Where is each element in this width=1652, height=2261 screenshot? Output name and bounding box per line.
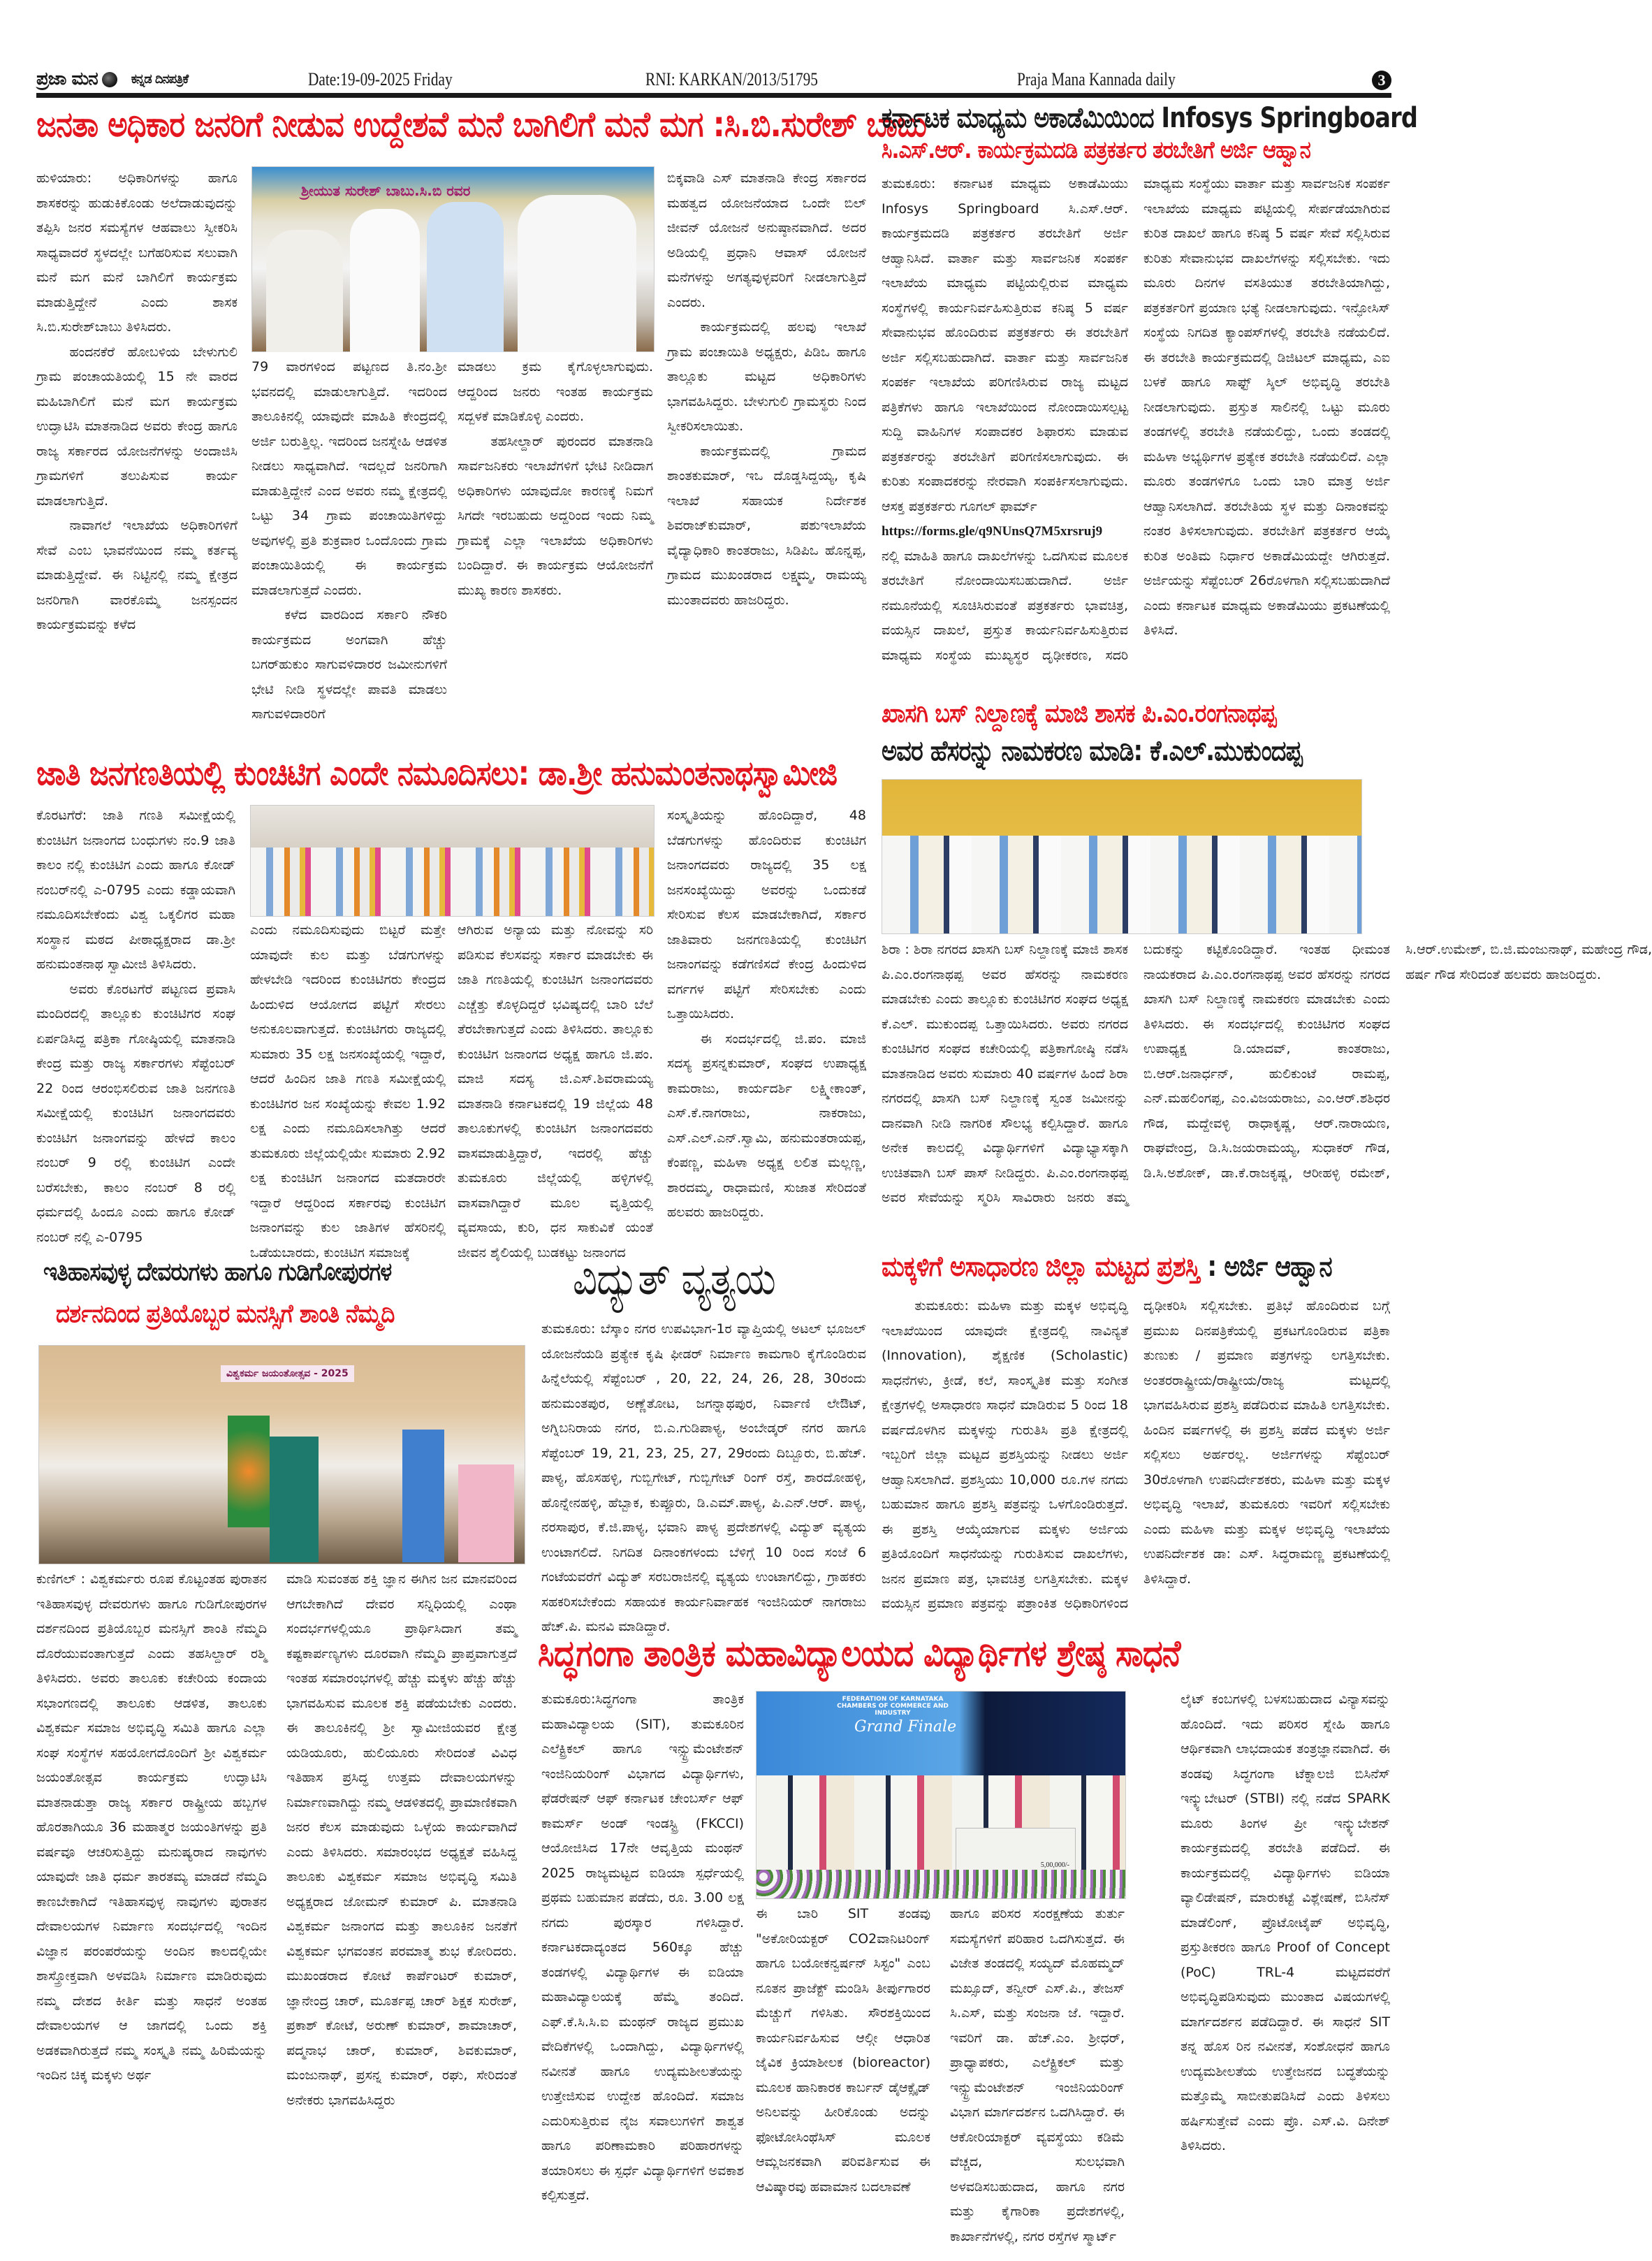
photo-fkcci-award bbox=[756, 1691, 1126, 1899]
suresh-babu-col4 bbox=[667, 166, 866, 746]
newspaper-logo bbox=[36, 68, 188, 90]
photo-banner-text: ಶ್ರೀಯುತ ಸುರೇಶ್ ಬಾಬು.ಸಿ.ಬಿ ರವರ bbox=[301, 182, 471, 199]
article-paragraph: ಈ ಬಾರಿ SIT ತಂಡವು "ಅಕೋರಿಯಕ್ಟರ್‌ CO2ವಾನಿಟರಿಂಗ್ ಹಾಗೂ ಬಯೋಕನ್ವರ್ಷನ್ ಸಿಸ್ಟಂ" ಎಂಬ ನೂತನ ಪ್ರಾಜೆಕ್ಟ್ ಮಂಡಿಸಿ ತೀರ್ಪುಗಾರರ ಮೆಚ್ಚುಗೆ ಗಳಿಸಿತು. ಸೌರಶಕ್ತಿಯಿಂದ ಕಾರ್ಯನಿರ್ವಹಿಸುವ ಆಲ್ಗೀ ಆಧಾರಿತ ಜೈವಿಕ ಕ್ರಿಯಾಶೀಲಕ (bioreactor) ಮೂಲಕ ಹಾನಿಕಾರಕ ಕಾರ್ಬನ್ ಡೈಆಕ್ಸೈಡ್ ಅನಿಲವನ್ನು ಹೀರಿಕೊಂಡು ಅದನ್ನು ಫೋಟೋಸಿಂಥೆಸಿಸ್ ಮೂಲಕ ಆಮ್ಲಜನಕವಾಗಿ ಪರಿವರ್ತಿಸುವ ಈ ಆವಿಷ್ಕಾರವು ಹವಾಮಾನ ಬದಲಾವಣೆ bbox=[756, 1906, 930, 2195]
article-paragraph: ಕಳೆದ ವಾರದಿಂದ ಸರ್ಕಾರಿ ನೌಕರಿ ಕಾರ್ಯಕ್ರಮದ ಅಂಗವಾಗಿ ಹೆಚ್ಚು ಬಗರ್‌ಹುಕುಂ ಸಾಗುವಳಿದಾರರ ಜಮೀನುಗಳಿಗೆ ಭೇಟಿ ನೀಡಿ ಸ್ಥಳದಲ್ಲೇ ಪಾವತಿ ಮಾಡಲು ಸಾಗುವಳಿದಾರರಿಗೆ bbox=[251, 607, 447, 722]
article-paragraph: ತಹಸೀಲ್ದಾರ್ ಪುರಂದರ ಮಾತನಾಡಿ ಸಾರ್ವಜನಿಕರು ಇಲಾಖೆಗಳಿಗೆ ಭೇಟಿ ನೀಡಿದಾಗ ಅಧಿಕಾರಿಗಳು ಯಾವುದೋ ಕಾರಣಕ್ಕೆ ನಿಮಗೆ ಸಿಗದೇ ಇರಬಹುದು ಅದ್ದರಿಂದ ಇಂದು ನಿಮ್ಮ ಗ್ರಾಮಕ್ಕೆ ಎಲ್ಲಾ ಇಲಾಖೆಯ ಅಧಿಕಾರಿಗಳು ಬಂದಿದ್ದಾರೆ. ಈ ಕಾರ್ಯಕ್ರಮ ಆಯೋಜನೆಗೆ ಮುಖ್ಯ ಕಾರಣ ಶಾಸಕರು. bbox=[458, 433, 653, 598]
article-paragraph: ಕುಣಿಗಲ್ : ವಿಶ್ವಕರ್ಮರು ರೂಪ ಕೊಟ್ಟಂತಹ ಪುರಾತನ ಇತಿಹಾಸವುಳ್ಳ ದೇವರುಗಳು ಹಾಗೂ ಗುಡಿಗೋಪುರಗಳ ದರ್ಶನದಿಂದ ಪ್ರತಿಯೊಬ್ಬರ ಮನಸ್ಸಿಗೆ ಶಾಂತಿ ನೆಮ್ಮದಿ ದೊರೆಯುವಂತಾಗುತ್ತದೆ ಎಂದು ತಹಸಿಲ್ದಾರ್ ರಶ್ಮಿ ತಿಳಿಸಿದರು. ಅವರು ತಾಲೂಕು ಕಚೇರಿಯ ಕಂದಾಯ ಸಭಾಂಗಣದಲ್ಲಿ ತಾಲೂಕು ಆಡಳಿತ, ತಾಲೂಕು ವಿಶ್ವಕರ್ಮ ಸಮಾಜ ಅಭಿವೃದ್ಧಿ ಸಮಿತಿ ಹಾಗೂ ಎಲ್ಲಾ ಸಂಘ ಸಂಸ್ಥೆಗಳ ಸಹಯೋಗದೊಂದಿಗೆ ಶ್ರೀ ವಿಶ್ವಕರ್ಮ ಜಯಂತೋತ್ಸವ ಕಾರ್ಯಕ್ರಮ ಉದ್ಘಾಟಿಸಿ ಮಾತನಾಡುತ್ತಾ ರಾಜ್ಯ ಸರ್ಕಾರ ರಾಷ್ಟ್ರೀಯ ಹಬ್ಬಗಳ ಹೊರತಾಗಿಯೂ 36 ಮಹಾತ್ಮರ ಜಯಂತಿಗಳನ್ನು ಪ್ರತಿ ವರ್ಷವೂ ಆಚರಿಸುತ್ತಿದ್ದು ಮನುಷ್ಯರಾದ ನಾವುಗಳು ಯಾವುದೇ ಜಾತಿ ಧರ್ಮ ತಾರತಮ್ಯ ಮಾಡದೆ ನೆಮ್ಮದಿ ಕಾಣಬೇಕಾಗಿದೆ ಇತಿಹಾಸವುಳ್ಳ ನಾವುಗಳು ಪುರಾತನ ದೇವಾಲಯಗಳ ನಿರ್ಮಾಣ ಸಂದರ್ಭದಲ್ಲಿ ಇಂದಿನ ವಿಜ್ಞಾನ ಪರಂಪರೆಯನ್ನು ಅಂದಿನ ಕಾಲದಲ್ಲಿಯೇ ಶಾಸ್ತ್ರೋಕ್ತವಾಗಿ ಅಳವಡಿಸಿ ನಿರ್ಮಾಣ ಮಾಡಿರುವುದು ನಮ್ಮ ದೇಶದ ಕೀರ್ತಿ ಮತ್ತು ಸಾಧನೆ ಅಂತಹ ದೇವಾಲಯಗಳ ಆ ಜಾಗದಲ್ಲಿ ಒಂದು ಶಕ್ತಿ ಅಡಕವಾಗಿರುತ್ತದೆ ನಮ್ಮ ಸಂಸ್ಕೃತಿ ನಮ್ಮ ಹಿರಿಮೆಯನ್ನು ಇಂದಿನ ಚಿಕ್ಕ ಮಕ್ಕಳು ಅರ್ಥ bbox=[36, 1571, 267, 2083]
article-paragraph: ತುಮಕೂರು:ಸಿದ್ಧಗಂಗಾ ತಾಂತ್ರಿಕ ಮಹಾವಿದ್ಯಾಲಯ (SIT), ತುಮಕೂರಿನ ಎಲೆಕ್ಟ್ರಿಕಲ್ ಹಾಗೂ ಇನ್ಸ್ಟ್ರುಮೆಂಟೇಶನ್ ಇಂಜಿನಿಯರಿಂಗ್ ವಿಭಾಗದ ವಿದ್ಯಾರ್ಥಿಗಳು, ಫೆಡರೇಷನ್ ಆಫ್ ಕರ್ನಾಟಕ ಚೇಂಬರ್ಸ್ ಆಫ್ ಕಾಮರ್ಸ್ ಅಂಡ್ ಇಂಡಸ್ಟ್ರಿ (FKCCI) ಆಯೋಜಿಸಿದ 17ನೇ ಆವೃತ್ತಿಯ ಮಂಥನ್ 2025 ರಾಜ್ಯಮಟ್ಟದ ಐಡಿಯಾ ಸ್ಪರ್ಧೆಯಲ್ಲಿ ಪ್ರಥಮ ಬಹುಮಾನ ಪಡೆದು, ರೂ. 3.00 ಲಕ್ಷ ನಗದು ಪುರಸ್ಕಾರ ಗಳಿಸಿದ್ದಾರೆ. ಕರ್ನಾಟಕದಾದ್ಯಂತದ 560ಕ್ಕೂ ಹೆಚ್ಚು ತಂಡಗಳಲ್ಲಿ ವಿದ್ಯಾರ್ಥಿಗಳ ಈ ಐಡಿಯಾ ಮಹಾವಿದ್ಯಾಲಯಕ್ಕೆ ಹೆಮ್ಮೆ ತಂದಿದೆ. ಎಫ್.ಕೆ.ಸಿ.ಸಿ.ಐ ಮಂಥನ್ ರಾಜ್ಯದ ಪ್ರಮುಖ ವೇದಿಕೆಗಳಲ್ಲಿ ಒಂದಾಗಿದ್ದು, ವಿದ್ಯಾರ್ಥಿಗಳಲ್ಲಿ ನವೀನತೆ ಹಾಗೂ ಉದ್ಯಮಶೀಲತೆಯನ್ನು ಉತ್ತೇಜಿಸುವ ಉದ್ದೇಶ ಹೊಂದಿದೆ. ಸಮಾಜ ಎದುರಿಸುತ್ತಿರುವ ನೈಜ ಸವಾಲುಗಳಿಗೆ ಶಾಶ್ವತ ಹಾಗೂ ಪರಿಣಾಮಕಾರಿ ಪರಿಹಾರಗಳನ್ನು ತಯಾರಿಸಲು ಈ ಸ್ಪರ್ಧೆ ವಿದ್ಯಾರ್ಥಿಗಳಿಗೆ ಅವಕಾಶ ಕಲ್ಪಿಸುತ್ತದೆ. bbox=[541, 1692, 744, 2203]
headline-bus-stand-2: ಅವರ ಹೆಸರನ್ನು ನಾಮಕರಣ ಮಾಡಿ: ಕೆ.ಎಲ್.ಮುಕುಂದಪ್ಪ bbox=[882, 735, 1302, 767]
emblem-icon bbox=[102, 72, 117, 87]
article-paragraph: ಅವರು ಕೊರಟಗೆರೆ ಪಟ್ಟಣದ ಪ್ರವಾಸಿ ಮಂದಿರದಲ್ಲಿ ತಾಲ್ಲೂಕು ಕುಂಚಿಟಿಗರ ಸಂಘ ಏರ್ಪಡಿಸಿದ್ದ ಪತ್ರಿಕಾ ಗೋಷ್ಠಿಯಲ್ಲಿ ಮಾತನಾಡಿ ಕೇಂದ್ರ ಮತ್ತು ರಾಜ್ಯ ಸರ್ಕಾರಗಳು ಸೆಪ್ಟೆಂಬರ್ 22 ರಿಂದ ಆರಂಭಿಸಲಿರುವ ಜಾತಿ ಜನಗಣತಿ ಸಮೀಕ್ಷೆಯಲ್ಲಿ ಕುಂಚಿಟಿಗ ಜನಾಂಗದವರು ಕುಂಚಿಟಿಗ ಜನಾಂಗವನ್ನು ಹೇಳದೆ ಕಾಲಂ ನಂಬರ್ 9 ರಲ್ಲಿ ಕುಂಚಿಟಿಗ ಎಂದೇ ಬರೆಸಬೇಕು, ಕಾಲಂ ನಂಬರ್ 8 ರಲ್ಲಿ ಧರ್ಮದಲ್ಲಿ ಹಿಂದೂ ಎಂದು ಹಾಗೂ ಕೋಡ್ ನಂಬರ್ ನಲ್ಲಿ ಎ-0795 bbox=[36, 981, 235, 1245]
photo-vishwakarma-jayanti bbox=[38, 1345, 525, 1564]
headline-temples-2: ದರ್ಶನದಿಂದ ಪ್ರತಿಯೊಬ್ಬರ ಮನಸ್ಸಿಗೆ ಶಾಂತಿ ನೆಮ್ಮದಿ bbox=[56, 1300, 395, 1328]
cheque-amount: 5,00,000/- bbox=[1040, 1861, 1069, 1869]
suresh-babu-col3 bbox=[458, 355, 653, 746]
suresh-babu-col1 bbox=[36, 166, 237, 746]
headline-kunchitiga: ಜಾತಿ ಜನಗಣತಿಯಲ್ಲಿ ಕುಂಚಿಟಿಗ ಎಂದೇ ನಮೂದಿಸಲು: ಡಾ.ಶ್ರೀ ಹನುಮಂತನಾಥಸ್ವಾಮೀಜಿ bbox=[36, 754, 838, 793]
photo-lamp-lighting bbox=[251, 166, 655, 352]
headline-award-red: ಮಕ್ಕಳಿಗೆ ಅಸಾಧಾರಣ ಜಿಲ್ಲಾ ಮಟ್ಟದ ಪ್ರಶಸ್ತಿ bbox=[882, 1251, 1200, 1283]
article-paragraph: ಆಗಿರುವ ಅನ್ಯಾಯ ಮತ್ತು ನೋವನ್ನು ಸರಿ ಪಡಿಸುವ ಕೆಲಸವನ್ನು ಸರ್ಕಾರ ಮಾಡಬೇಕು ಈ ಜಾತಿ ಗಣತಿಯಲ್ಲಿ ಕುಂಚಿಟಿಗ ಜನಾಂಗದವರು ಎಚ್ಚೆತ್ತು ಕೊಳ್ಳದಿದ್ದರೆ ಭವಿಷ್ಯದಲ್ಲಿ ಬಾರಿ ಬೆಲೆ ತೆರಬೇಕಾಗುತ್ತದೆ ಎಂದು ತಿಳಿಸಿದರು. ತಾಲ್ಲೂಕು ಕುಂಚಿಟಿಗ ಜನಾಂಗದ ಅಧ್ಯಕ್ಷ ಹಾಗೂ ಜಿ.ಪಂ. ಮಾಜಿ ಸದಸ್ಯ ಜಿ.ಎಸ್.ಶಿವರಾಮಯ್ಯ ಮಾತನಾಡಿ ಕರ್ನಾಟಕದಲ್ಲಿ 19 ಜಿಲ್ಲೆಯ 48 ತಾಲೂಕುಗಳಲ್ಲಿ ಕುಂಚಿಟಿಗ ಜನಾಂಗದವರು ವಾಸಮಾಡುತ್ತಿದ್ದಾರೆ, ಇದರಲ್ಲಿ ಹೆಚ್ಚು ತುಮಕೂರು ಜಿಲ್ಲೆಯಲ್ಲಿ ಹಳ್ಳಿಗಳಲ್ಲಿ ವಾಸವಾಗಿದ್ದಾರೆ ಮೂಲ ವೃತ್ತಿಯಲ್ಲಿ ವ್ಯವಸಾಯ, ಕುರಿ, ಧನ ಸಾಕುವಿಕೆ ಯಂತೆ ಜೀವನ ಶೈಲಿಯಲ್ಲಿ ಬುಡಕಟ್ಟು ಜನಾಂಗದ bbox=[458, 922, 653, 1260]
kunchitiga-col2 bbox=[250, 918, 446, 1260]
issue-date: Date:19-09-2025 Friday bbox=[307, 69, 453, 89]
headline-bus-stand-1: ಖಾಸಗಿ ಬಸ್ ನಿಲ್ದಾಣಕ್ಕೆ ಮಾಜಿ ಶಾಸಕ ಪಿ.ಎಂ.ರಂಗನಾಥಪ್ಪ bbox=[882, 698, 1276, 728]
article-paragraph: ಈ ಸಂದರ್ಭದಲ್ಲಿ ಜಿ.ಪಂ. ಮಾಜಿ ಸದಸ್ಯ ಪ್ರಸನ್ನಕುಮಾರ್, ಸಂಘದ ಉಪಾಧ್ಯಕ್ಷ ಕಾಮರಾಜು, ಕಾರ್ಯದರ್ಶಿ ಲಕ್ಷ್ಮೀಕಾಂತ್, ಎಸ್.ಕೆ.ನಾಗರಾಜು, ನಾಕರಾಜು, ಎಸ್.ಎಲ್.ಎನ್.ಸ್ವಾಮಿ, ಹನುಮಂತರಾಯಪ್ಪ, ಕೆಂಪಣ್ಣ, ಮಹಿಳಾ ಅಧ್ಯಕ್ಷ ಲಲಿತ ಮಲ್ಲಣ್ಣ, ಶಾರದಮ್ಮ, ರಾಧಾಮಣಿ, ಸುಜಾತ ಸೇರಿದಂತೆ ಹಲವರು ಹಾಜರಿದ್ದರು. bbox=[667, 1031, 866, 1220]
article-paragraph: ತುಮಕೂರು: ಕರ್ನಾಟಕ ಮಾಧ್ಯಮ ಅಕಾಡೆಮಿಯು Infosys Springboard ಸಿ.ಎಸ್.ಆರ್. ಕಾರ್ಯಕ್ರಮದಡಿ ಪತ್ರಕರ್ತರ ತರಬೇತಿಗೆ ಅರ್ಜಿ ಆಹ್ವಾನಿಸಿದೆ. ವಾರ್ತಾ ಮತ್ತು ಸಾರ್ವಜನಿಕ ಸಂಪರ್ಕ ಇಲಾಖೆಯ ಮಾಧ್ಯಮ ಪಟ್ಟಿಯಲ್ಲಿರುವ ಮಾಧ್ಯಮ ಸಂಸ್ಥೆಗಳಲ್ಲಿ ಕಾರ್ಯನಿರ್ವಹಿಸುತ್ತಿರುವ ಕನಿಷ್ಠ 5 ವರ್ಷ ಸೇವಾನುಭವ ಹೊಂದಿರುವ ಪತ್ರಕರ್ತರು ಈ ತರಬೇತಿಗೆ ಅರ್ಜಿ ಸಲ್ಲಿಸಬಹುದಾಗಿದೆ. ವಾರ್ತಾ ಮತ್ತು ಸಾರ್ವಜನಿಕ ಸಂಪರ್ಕ ಇಲಾಖೆಯ ಪರಿಗಣಿಸಿರುವ ರಾಜ್ಯ ಮಟ್ಟದ ಪತ್ರಿಕೆಗಳು ಹಾಗೂ ಇಲಾಖೆಯಿಂದ ನೋಂದಾಯಿಸಲ್ಪಟ್ಟ ಸುದ್ದಿ ವಾಹಿನಿಗಳ ಸಂಪಾದಕರ ಶಿಫಾರಸು ಮಾಡುವ ಪತ್ರಕರ್ತರನ್ನು ತರಬೇತಿಗೆ ಪರಿಗಣಿಸಲಾಗುವುದು. ಈ ಕುರಿತು ಸಂಪಾದಕರನ್ನು ನೇರವಾಗಿ ಸಂಪರ್ಕಿಸಲಾಗುವುದು. ಆಸಕ್ತ ಪತ್ರಕರ್ತರು ಗೂಗಲ್ ಫಾರ್ಮ್ bbox=[882, 176, 1128, 514]
headline-temples-1: ಇತಿಹಾಸವುಳ್ಳ ದೇವರುಗಳು ಹಾಗೂ ಗುಡಿಗೋಪುರಗಳ bbox=[43, 1258, 392, 1286]
headline-award bbox=[882, 1251, 1332, 1283]
article-paragraph: ಕಾರ್ಯಕ್ರಮದಲ್ಲಿ ಗ್ರಾಮದ ಶಾಂತಕುಮಾರ್, ಇಒ ದೊಡ್ಡಸಿದ್ದಯ್ಯ, ಕೃಷಿ ಇಲಾಖೆ ಸಹಾಯಕ ನಿರ್ದೇಶಕ ಶಿವರಾಜ್‌ಕುಮಾರ್, ಪಶುಇಲಾಖೆಯ ವೈದ್ಯಾಧಿಕಾರಿ ಕಾಂತರಾಜು, ಸಿಡಿಪಿಒ ಹೊನ್ನಪ್ಪ, ಗ್ರಾಮದ ಮುಖಂಡರಾದ ಲಕ್ಷ್ಮಮ್ಮ, ರಾಮಯ್ಯ ಮುಂತಾದವರು ಹಾಜರಿದ್ದರು. bbox=[667, 443, 866, 608]
article-paragraph: ಲೈಟ್ ಕಂಬಗಳಲ್ಲಿ ಬಳಸಬಹುದಾದ ವಿನ್ಯಾಸವನ್ನು ಹೊಂದಿದೆ. ಇದು ಪರಿಸರ ಸ್ನೇಹಿ ಹಾಗೂ ಆರ್ಥಿಕವಾಗಿ ಲಾಭದಾಯಕ ತಂತ್ರಜ್ಞಾನವಾಗಿದೆ. ಈ ತಂಡವು ಸಿದ್ಧಗಂಗಾ ಟೆಕ್ನಾಲಜಿ ಬಿಸಿನೆಸ್ ಇನ್ಕ್ಯುಬೇಟರ್ (STBI) ನಲ್ಲಿ ನಡೆದ SPARK ಮೂರು ತಿಂಗಳ ಪ್ರೀ ಇನ್ಕ್ಯುಬೇಶನ್ ಕಾರ್ಯಕ್ರಮದಲ್ಲಿ ತರಬೇತಿ ಪಡೆದಿದೆ. ಈ ಕಾರ್ಯಕ್ರಮದಲ್ಲಿ ವಿದ್ಯಾರ್ಥಿಗಳು ಐಡಿಯಾ ವ್ಯಾಲಿಡೇಷನ್, ಮಾರುಕಟ್ಟೆ ವಿಶ್ಲೇಷಣೆ, ಬಿಸಿನೆಸ್ ಮಾಡೆಲಿಂಗ್, ಪ್ರೊಟೋಟೈಪ್ ಅಭಿವೃದ್ಧಿ, ಪ್ರಸ್ತುತೀಕರಣ ಹಾಗೂ Proof of Concept (PoC) TRL-4 ಮಟ್ಟದವರೆಗೆ ಅಭಿವೃದ್ಧಿಪಡಿಸುವುದು ಮುಂತಾದ ವಿಷಯಗಳಲ್ಲಿ ಮಾರ್ಗದರ್ಶನ ಪಡೆದಿದ್ದಾರೆ. ಈ ಸಾಧನೆ SIT ತನ್ನ ಹೊಸ ರಿನ ನವೀನತೆ, ಸಂಶೋಧನೆ ಹಾಗೂ ಉದ್ಯಮಶೀಲತೆಯ ಉತ್ತೇಜನದ ಬದ್ಧತೆಯನ್ನು ಮತ್ತೊಮ್ಮೆ ಸಾಬೀತುಪಡಿಸಿದೆ ಎಂದು ತಿಳಿಸಲು ಹರ್ಷಿಸುತ್ತೇವೆ ಎಂದು ಪ್ರೊ. ಎಸ್.ವಿ. ದಿನೇಶ್ ತಿಳಿಸಿದರು. bbox=[1180, 1692, 1390, 2153]
suresh-babu-col2 bbox=[251, 355, 447, 746]
article-paragraph: ಶಿರಾ : ಶಿರಾ ನಗರದ ಖಾಸಗಿ ಬಸ್ ನಿಲ್ದಾಣಕ್ಕೆ ಮಾಜಿ ಶಾಸಕ ಪಿ.ಎಂ.ರಂಗನಾಥಪ್ಪ ಅವರ ಹೆಸರನ್ನು ನಾಮಕರಣ ಮಾಡಬೇಕು ಎಂದು ತಾಲ್ಲೂಕು ಕುಂಚಿಟಿಗರ ಸಂಘದ ಅಧ್ಯಕ್ಷ ಕೆ.ಎಲ್. ಮುಕುಂದಪ್ಪ ಒತ್ತಾಯಿಸಿದರು. ಅವರು ನಗರದ ಕುಂಚಿಟಿಗರ ಸಂಘದ ಕಚೇರಿಯಲ್ಲಿ ಪತ್ರಿಕಾಗೋಷ್ಠಿ ನಡೆಸಿ ಮಾತನಾಡಿದ ಅವರು ಸುಮಾರು 40 ವರ್ಷಗಳ ಹಿಂದೆ ಶಿರಾ ನಗರದಲ್ಲಿ ಖಾಸಗಿ ಬಸ್ ನಿಲ್ದಾಣಕ್ಕೆ ಸ್ವಂತ ಜಮೀನನ್ನು ದಾನವಾಗಿ ನೀಡಿ ನಾಗರಿಕ ಸೌಲಭ್ಯ ಕಲ್ಪಿಸಿದ್ದಾರೆ. ಹಾಗೂ ಅನೇಕ ಕಾಲದಲ್ಲಿ ವಿದ್ಯಾರ್ಥಿಗಳಿಗೆ ವಿದ್ಯಾಭ್ಯಾಸಕ್ಕಾಗಿ ಉಚಿತವಾಗಿ ಬಸ್ ಪಾಸ್ ನೀಡಿದ್ದರು. ಪಿ.ಎಂ.ರಂಗನಾಥಪ್ಪ ಅವರ ಸೇವೆಯನ್ನು ಸ್ಮರಿಸಿ ಸಾವಿರಾರು ಜನರು ತಮ್ಮ ಬದುಕನ್ನು ಕಟ್ಟಿಕೊಂಡಿದ್ದಾರೆ. ಇಂತಹ ಧೀಮಂತ ನಾಯಕರಾದ ಪಿ.ಎಂ.ರಂಗನಾಥಪ್ಪ ಅವರ ಹೆಸರನ್ನು ನಗರದ ಖಾಸಗಿ ಬಸ್ ನಿಲ್ದಾಣಕ್ಕೆ ನಾಮಕರಣ ಮಾಡಬೇಕು ಎಂದು ತಿಳಿಸಿದರು. ಈ ಸಂದರ್ಭದಲ್ಲಿ ಕುಂಚಿಟಿಗರ ಸಂಘದ ಉಪಾಧ್ಯಕ್ಷ ಡಿ.ಯಾದವ್, ಕಾಂತರಾಜು, ಬಿ.ಆರ್.ಜನಾರ್ಧನ್, ಹುಲಿಕುಂಟೆ ರಾಮಪ್ಪ, ಎನ್.ಮಹಲಿಂಗಪ್ಪ, ಎಂ.ವಿಜಯರಾಜು, ಎಂ.ಆರ್.ಶಶಿಧರ ಗೌಡ, ಮದ್ದೇವಳ್ಳಿ ರಾಧಾಕೃಷ್ಣ, ಆರ್.ನಾರಾಯಣ, ರಾಘವೇಂದ್ರ, ಡಿ.ಸಿ.ಜಯರಾಮಯ್ಯ, ಸುಧಾಕರ್ ಗೌಡ, ಡಿ.ಸಿ.ಅಶೋಕ್, ಡಾ.ಕೆ.ರಾಜಕೃಷ್ಣ, ಆರೀಹಳ್ಳಿ ರಮೇಶ್, ಸಿ.ಆರ್.ಉಮೇಶ್, ಬಿ.ಜಿ.ಮಂಜುನಾಥ್, ಮಹೇಂದ್ರ ಗೌಡ, ಹರ್ಷ ಗೌಡ ಸೇರಿದಂತೆ ಹಲವರು ಹಾಜರಿದ್ದರು. bbox=[882, 942, 1652, 1205]
article-paragraph: ಹಂದನಕೆರೆ ಹೋಬಳಿಯ ಬೇಳುಗುಲಿ ಗ್ರಾಮ ಪಂಚಾಯತಿಯಲ್ಲಿ 15 ನೇ ವಾರದ ಮಹಿಬಾಗಿಲಿಗೆ ಮನೆ ಮಗ ಕಾರ್ಯಕ್ರಮ ಉದ್ಘಾಟಿಸಿ ಮಾತನಾಡಿದ ಅವರು ಕೇಂದ್ರ ಹಾಗೂ ರಾಜ್ಯ ಸರ್ಕಾರದ ಯೋಜನೆಗಳನ್ನು ಅಂದಾಜಿಸಿ ಗ್ರಾಮಗಳಿಗೆ ತಲುಪಿಸುವ ಕಾರ್ಯ ಮಾಡಲಾಗುತ್ತಿದೆ. bbox=[36, 344, 237, 509]
article-paragraph: ಬಿಕ್ಕವಾಡಿ ಎಸ್ ಮಾತನಾಡಿ ಕೇಂದ್ರ ಸರ್ಕಾರದ ಮಹತ್ವದ ಯೋಜನೆಯಾದ ಒಂದೇ ಬಿಲ್ ಜೀವನ್ ಯೋಜನೆ ಅನುಷ್ಠಾನವಾಗಿದೆ. ಅದರ ಅಡಿಯಲ್ಲಿ ಪ್ರಧಾನಿ ಆವಾಸ್ ಯೋಜನೆ ಮನೆಗಳನ್ನು ಅಗತ್ಯವುಳ್ಳವರಿಗೆ ನೀಡಲಾಗುತ್ತಿದೆ ಎಂದರು. bbox=[667, 170, 866, 310]
article-paragraph: ಮಾಡಿ ಸುವಂತಹ ಶಕ್ತಿ ಜ್ಞಾನ ಈಗಿನ ಜನ ಮಾನವರಿಂದ ಆಗಬೇಕಾಗಿದೆ ದೇವರ ಸನ್ನಿಧಿಯಲ್ಲಿ ಎಂಥಾ ಸಂದರ್ಭಗಳಲ್ಲಿಯೂ ಪ್ರಾರ್ಥಿಸಿದಾಗ ತಮ್ಮ ಕಷ್ಟಕಾರ್ಪಣ್ಯಗಳು ದೂರವಾಗಿ ನೆಮ್ಮದಿ ಪ್ರಾಪ್ತವಾಗುತ್ತದೆ ಇಂತಹ ಸಮಾರಂಭಗಳಲ್ಲಿ ಹೆಚ್ಚು ಮಕ್ಕಳು ಹೆಚ್ಚು ಹೆಚ್ಚು ಭಾಗವಹಿಸುವ ಮೂಲಕ ಶಕ್ತಿ ಪಡೆಯಬೇಕು ಎಂದರು. ಈ ತಾಲೂಕಿನಲ್ಲಿ ಶ್ರೀ ಸ್ವಾಮೀಜಿಯವರ ಕ್ಷೇತ್ರ ಯಡಿಯೂರು, ಹುಲಿಯೂರು ಸೇರಿದಂತೆ ವಿವಿಧ ಇತಿಹಾಸ ಪ್ರಸಿದ್ಧ ಉತ್ತಮ ದೇವಾಲಯಗಳನ್ನು ನಿರ್ಮಾಣವಾಗಿದ್ದು ನಮ್ಮ ಆಡಳಿತದಲ್ಲಿ ಪ್ರಾಮಾಣಿಕವಾಗಿ ಜನರ ಕೆಲಸ ಮಾಡುವುದು ಒಳ್ಳೆಯ ಕಾರ್ಯವಾಗಿದೆ ಎಂದು ತಿಳಿಸಿದರು. ಸಮಾರಂಭದ ಅಧ್ಯಕ್ಷತೆ ವಹಿಸಿದ್ದ ತಾಲೂಕು ವಿಶ್ವಕರ್ಮ ಸಮಾಜ ಅಭಿವೃದ್ಧಿ ಸಮಿತಿ ಅಧ್ಯಕ್ಷರಾದ ಜೋಮನ್ ಕುಮಾರ್ ಪಿ. ಮಾತನಾಡಿ ವಿಶ್ವಕರ್ಮ ಜನಾಂಗದ ಮತ್ತು ತಾಲೂಕಿನ ಜನತೆಗೆ ವಿಶ್ವಕರ್ಮ ಭಗವಂತನ ಪರಮಾತ್ಮ ಶುಭ ಕೋರಿದರು. ಮುಖಂಡರಾದ ಕೋಟೆ ಕಾರ್ಪೆಂಟರ್ ಕುಮಾರ್, ಜ್ಞಾನೇಂದ್ರ ಚಾರ್, ಮೂರ್ತಪ್ಪ ಚಾರ್ ಶಿಕ್ಷಕ ಸುರೇಶ್, ಪ್ರಕಾಶ್ ಕೋಟೆ, ಅರುಣ್ ಕುಮಾರ್, ಶಾಮಾಚಾರ್, ಪದ್ಮನಾಭ ಚಾರ್, ಕುಮಾರ್, ಶಿವಕುಮಾರ್, ಮಂಜುನಾಥ್, ಪ್ರಸನ್ನ ಕುಮಾರ್, ರಘು, ಸೇರಿದಂತೆ ಅನೇಕರು ಭಾಗವಹಿಸಿದ್ದರು bbox=[286, 1571, 517, 2108]
rni-number: RNI: KARKAN/2013/51795 bbox=[645, 69, 818, 89]
headline-suresh-babu: ಜನತಾ ಅಧಿಕಾರ ಜನರಿಗೆ ನೀಡುವ ಉದ್ದೇಶವೆ ಮನೆ ಬಾಗಿಲಿಗೆ ಮನೆ ಮಗ :ಸಿ.ಬಿ.ಸುರೇಶ್ ಬಾಬು bbox=[36, 104, 926, 145]
article-paragraph: ಕಾರ್ಯಕ್ರಮದಲ್ಲಿ ಹಲವು ಇಲಾಖೆ ಗ್ರಾಮ ಪಂಚಾಯಿತಿ ಅಧ್ಯಕ್ಷರು, ಪಿಡಿಒ ಹಾಗೂ ತಾಲ್ಲೂಕು ಮಟ್ಟದ ಅಧಿಕಾರಿಗಳು ಭಾಗವಹಿಸಿದ್ದರು. ಬೇಳುಗುಲಿ ಗ್ರಾಮಸ್ಥರು ನಿಂದ ಸ್ವೀಕರಿಸಲಾಯಿತು. bbox=[667, 319, 866, 434]
headline-siddaganga: ಸಿದ್ಧಗಂಗಾ ತಾಂತ್ರಿಕ ಮಹಾವಿದ್ಯಾಲಯದ ವಿದ್ಯಾರ್ಥಿಗಳ ಶ್ರೇಷ್ಠ ಸಾಧನೆ bbox=[538, 1633, 1180, 1675]
article-paragraph: ಕೊರಟಗೆರೆ: ಜಾತಿ ಗಣತಿ ಸಮೀಕ್ಷೆಯಲ್ಲಿ ಕುಂಚಿಟಿಗ ಜನಾಂಗದ ಬಂಧುಗಳು ನಂ.9 ಜಾತಿ ಕಾಲಂ ನಲ್ಲಿ ಕುಂಚಿಟಿಗ ಎಂದು ಹಾಗೂ ಕೋಡ್ ನಂಬರ್‌ನಲ್ಲಿ ಎ-0795 ಎಂದು ಕಡ್ಡಾಯವಾಗಿ ನಮೂದಿಸಬೇಕೆಂದು ವಿಶ್ವ ಒಕ್ಕಲಿಗರ ಮಹಾ ಸಂಸ್ಥಾನ ಮಠದ ಪೀಠಾಧ್ಯಕ್ಷರಾದ ಡಾ.ಶ್ರೀ ಹನುಮಂತನಾಥ ಸ್ವಾಮೀಜಿ ತಿಳಿಸಿದರು. bbox=[36, 808, 235, 972]
electricity-body bbox=[541, 1317, 866, 1634]
temples-col1 bbox=[36, 1567, 267, 2190]
masthead bbox=[36, 70, 1391, 98]
headline-electricity: ವಿದ್ಯುತ್ ವ್ಯತ್ಯಯ bbox=[573, 1253, 775, 1305]
article-paragraph: ಎಂದು ನಮೂದಿಸುವುದು ಬಿಟ್ಟರೆ ಮತ್ತೇ ಯಾವುದೇ ಕುಲ ಮತ್ತು ಬೆಡಗುಗಳನ್ನು ಹೇಳಬೇಡಿ ಇದರಿಂದ ಕುಂಚಿಟಿಗರು ಕೇಂದ್ರದ ಹಿಂದುಳಿದ ಆಯೋಗದ ಪಟ್ಟಿಗೆ ಸೇರಲು ಅನುಕೂಲವಾಗುತ್ತದೆ. ಕುಂಚಿಟಿಗರು ರಾಜ್ಯದಲ್ಲಿ ಸುಮಾರು 35 ಲಕ್ಷ ಜನಸಂಖ್ಯೆಯಲ್ಲಿ ಇದ್ದಾರೆ, ಆದರೆ ಹಿಂದಿನ ಜಾತಿ ಗಣತಿ ಸಮೀಕ್ಷೆಯಲ್ಲಿ ಕುಂಚಿಟಿಗರ ಜನ ಸಂಖ್ಯೆಯನ್ನು ಕೇವಲ 1.92 ಲಕ್ಷ ಎಂದು ನಮೂದಿಸಲಾಗಿತ್ತು ಆದರೆ ತುಮಕೂರು ಜಿಲ್ಲೆಯಲ್ಲಿಯೇ ಸುಮಾರು 2.92 ಲಕ್ಷ ಕುಂಚಿಟಿಗ ಜನಾಂಗದ ಮತದಾರರೇ ಇದ್ದಾರೆ ಆದ್ದರಿಂದ ಸರ್ಕಾರವು ಕುಂಚಿಟಿಗ ಜನಾಂಗವನ್ನು ಕುಲ ಜಾತಿಗಳ ಹೆಸರಿನಲ್ಲಿ ಒಡೆಯಬಾರದು, ಕುಂಚಿಟಿಗ ಸಮಾಜಕ್ಕೆ bbox=[250, 922, 446, 1260]
article-paragraph: ತುಮಕೂರು: ಬೆಸ್ಕಾಂ ನಗರ ಉಪವಿಭಾಗ-1ರ ವ್ಯಾಪ್ತಿಯಲ್ಲಿ ಅಟಲ್ ಭೂಜಲ್ ಯೋಜನೆಯಡಿ ಪ್ರತ್ಯೇಕ ಕೃಷಿ ಫೀಡರ್ ನಿರ್ಮಾಣ ಕಾಮಗಾರಿ ಕೈಗೊಂಡಿರುವ ಹಿನ್ನೆಲೆಯಲ್ಲಿ ಸೆಪ್ಟೆಂಬರ್ , 20, 22, 24, 26, 28, 30ರಂದು ಹನುಮಂತಪುರ, ಅಣ್ಣೆತೋಟ, ಜಗನ್ನಾಥಪುರ, ನಿರ್ವಾಣಿ ಲೇಔಟ್, ಅಗ್ನಿಬನಿರಾಯ ನಗರ, ಬಿ.ಎ.ಗುಡಿಪಾಳ್ಯ, ಅಂಬೇಡ್ಕರ್ ನಗರ ಹಾಗೂ ಸೆಪ್ಟೆಂಬರ್ 19, 21, 23, 25, 27, 29ರಂದು ದಿಬ್ಬೂರು, ಬಿ.ಹೆಚ್. ಪಾಳ್ಯ, ಹೊಸಹಳ್ಳಿ, ಗುಬ್ಬಿಗೇಟ್, ಗುಬ್ಬಿಗೇಟ್ ರಿಂಗ್ ರಸ್ತೆ, ಶಾರದೋಹಳ್ಳಿ, ಹೊನ್ನೇನಹಳ್ಳಿ, ಹೆಬ್ಬಾಕ, ಕುಪ್ಪೂರು, ಡಿ.ಎಮ್.ಪಾಳ್ಯ, ಪಿ.ಎನ್.ಆರ್. ಪಾಳ್ಯ, ನರಸಾಪುರ, ಕೆ.ಜಿ.ಪಾಳ್ಯ, ಭವಾನಿ ಪಾಳ್ಯ ಪ್ರದೇಶಗಳಲ್ಲಿ ವಿದ್ಯುತ್ ವ್ಯತ್ಯಯ ಉಂಟಾಗಲಿದೆ. ನಿಗದಿತ ದಿನಾಂಕಗಳಂದು ಬೆಳಿಗ್ಗೆ 10 ರಿಂದ ಸಂಜೆ 6 ಗಂಟೆಯವರೆಗೆ ವಿದ್ಯುತ್ ಸರಬರಾಜಿನಲ್ಲಿ ವ್ಯತ್ಯಯ ಉಂಟಾಗಲಿದ್ದು, ಗ್ರಾಹಕರು ಸಹಕರಿಸಬೇಕೆಂದು ಸಹಾಯಕ ಕಾರ್ಯನಿರ್ವಾಹಕ ಇಂಜಿನಿಯರ್ ನಾಗರಾಜು ಹೆಚ್.ಪಿ. ಮನವಿ ಮಾಡಿದ್ದಾರೆ. bbox=[541, 1321, 866, 1634]
siddaganga-col4 bbox=[1180, 1687, 1390, 2190]
article-paragraph: ನಲ್ಲಿ ಮಾಹಿತಿ ಹಾಗೂ ದಾಖಲೆಗಳನ್ನು ಒದಗಿಸುವ ಮೂಲಕ ತರಬೇತಿಗೆ ನೋಂದಾಯಿಸಬಹುದಾಗಿದೆ. ಅರ್ಜಿ ನಮೂನೆಯಲ್ಲಿ ಸೂಚಿಸಿರುವಂತೆ ಪತ್ರಕರ್ತರು ಭಾವಚಿತ್ರ, ವಯಸ್ಸಿನ ದಾಖಲೆ, ಪ್ರಸ್ತುತ ಕಾರ್ಯನಿರ್ವಹಿಸುತ್ತಿರುವ ಮಾಧ್ಯಮ ಸಂಸ್ಥೆಯ ಮುಖ್ಯಸ್ಥರ ದೃಢೀಕರಣ, ಸದರಿ ಮಾಧ್ಯಮ ಸಂಸ್ಥೆಯು ವಾರ್ತಾ ಮತ್ತು ಸಾರ್ವಜನಿಕ ಸಂಪರ್ಕ ಇಲಾಖೆಯ ಮಾಧ್ಯಮ ಪಟ್ಟಿಯಲ್ಲಿ ಸೇರ್ಪಡೆಯಾಗಿರುವ ಕುರಿತ ದಾಖಲೆ ಹಾಗೂ ಕನಿಷ್ಠ 5 ವರ್ಷ ಸೇವೆ ಸಲ್ಲಿಸಿರುವ ಕುರಿತು ಸೇವಾನುಭವ ದಾಖಲೆಗಳನ್ನು ಸಲ್ಲಿಸಬೇಕು. ಇದು ಮೂರು ದಿನಗಳ ವಸತಿಯುತ ತರಬೇತಿಯಾಗಿದ್ದು, ಪತ್ರಕರ್ತರಿಗೆ ಪ್ರಯಾಣ ಭತ್ಯೆ ನೀಡಲಾಗುವುದು. ಇನ್ಫೋಸಿಸ್ ಸಂಸ್ಥೆಯ ನಿಗದಿತ ಕ್ಯಾಂಪಸ್‌ಗಳಲ್ಲಿ ತರಬೇತಿ ನಡೆಯಲಿದೆ. ಈ ತರಬೇತಿ ಕಾರ್ಯಕ್ರಮದಲ್ಲಿ ಡಿಜಿಟಲ್ ಮಾಧ್ಯಮ, ಎಐ ಬಳಕೆ ಹಾಗೂ ಸಾಫ್ಟ್ ಸ್ಕಿಲ್ ಅಭಿವೃದ್ಧಿ ತರಬೇತಿ ನೀಡಲಾಗುವುದು. ಪ್ರಸ್ತುತ ಸಾಲಿನಲ್ಲಿ ಒಟ್ಟು ಮೂರು ತಂಡಗಳಲ್ಲಿ ತರಬೇತಿ ನಡೆಯಲಿದ್ದು, ಒಂದು ತಂಡದಲ್ಲಿ ಮಹಿಳಾ ಅಭ್ಯರ್ಥಿಗಳ ಪ್ರತ್ಯೇಕ ತರಬೇತಿ ನಡೆಯಲಿದೆ. ಎಲ್ಲಾ ಮೂರು ತಂಡಗಳಿಗೂ ಒಂದು ಬಾರಿ ಮಾತ್ರ ಅರ್ಜಿ ಆಹ್ವಾನಿಸಲಾಗಿದೆ. ತರಬೇತಿಯ ಸ್ಥಳ ಮತ್ತು ದಿನಾಂಕವನ್ನು ನಂತರ ತಿಳಿಸಲಾಗುವುದು. ತರಬೇತಿಗೆ ಪತ್ರಕರ್ತರ ಆಯ್ಕೆ ಕುರಿತ ಅಂತಿಮ ನಿರ್ಧಾರ ಅಕಾಡೆಮಿಯದ್ದೇ ಆಗಿರುತ್ತದೆ. ಅರ್ಜಿಯನ್ನು ಸೆಪ್ಟೆಂಬರ್ 26ರೊಳಗಾಗಿ ಸಲ್ಲಿಸಬಹುದಾಗಿದೆ ಎಂದು ಕರ್ನಾಟಕ ಮಾಧ್ಯಮ ಅಕಾಡೆಮಿಯು ಪ್ರಕಟಣೆಯಲ್ಲಿ ತಿಳಿಸಿದೆ. bbox=[882, 176, 1390, 663]
photo-banner-text: FEDERATION OF KARNATAKA CHAMBERS OF COMMERCE AND INDUSTRY bbox=[837, 1696, 949, 1717]
headline-infosys-1: ಕರ್ನಾಟಕ ಮಾಧ್ಯಮ ಅಕಾಡೆಮಿಯಿಂದ Infosys Springboard bbox=[882, 102, 1418, 134]
photo-kunchitiga-group bbox=[250, 805, 655, 917]
photo-banner-grand-finale: Grand Finale bbox=[854, 1718, 957, 1736]
siddaganga-col3 bbox=[950, 1902, 1125, 2244]
siddaganga-col2 bbox=[756, 1902, 930, 2195]
headline-infosys-2: ಸಿ.ಎಸ್.ಆರ್. ಕಾರ್ಯಕ್ರಮದಡಿ ಪತ್ರಕರ್ತರ ತರಬೇತಿಗೆ ಅರ್ಜಿ ಆಹ್ವಾನ bbox=[882, 136, 1310, 164]
tagline: ಕನ್ನಡ ದಿನಪತ್ರಿಕೆ bbox=[131, 72, 189, 87]
page-number: 3 bbox=[1372, 71, 1391, 90]
photo-banner-text: ವಿಶ್ವಕರ್ಮ ಜಯಂತೋತ್ಸವ - 2025 bbox=[221, 1365, 354, 1382]
award-body bbox=[882, 1294, 1390, 1627]
photo-bus-stand-group bbox=[882, 779, 1362, 934]
kunchitiga-col1 bbox=[36, 804, 235, 1245]
article-paragraph: ಸಂಸ್ಕೃತಿಯನ್ನು ಹೊಂದಿದ್ದಾರೆ, 48 ಬೆಡಗುಗಳನ್ನು ಹೊಂದಿರುವ ಕುಂಚಿಟಿಗ ಜನಾಂಗದವರು ರಾಜ್ಯದಲ್ಲಿ 35 ಲಕ್ಷ ಜನಸಂಖ್ಯೆಯಿದ್ದು ಅವರನ್ನು ಒಂದುಕಡೆ ಸೇರಿಸುವ ಕೆಲಸ ಮಾಡಬೇಕಾಗಿದೆ, ಸರ್ಕಾರ ಜಾತಿವಾರು ಜನಗಣತಿಯಲ್ಲಿ ಕುಂಚಿಟಿಗ ಜನಾಂಗವನ್ನು ಕಡೆಗಣಿಸದೆ ಕೇಂದ್ರ ಹಿಂದುಳಿದ ವರ್ಗಗಳ ಪಟ್ಟಿಗೆ ಸೇರಿಸಬೇಕು ಎಂದು ಒತ್ತಾಯಿಸಿದರು. bbox=[667, 808, 866, 1022]
siddaganga-col1 bbox=[541, 1687, 744, 2203]
logo-text: ಪ್ರಜಾ ಮನ bbox=[36, 68, 98, 89]
google-form-link[interactable]: https://forms.gle/q9NUnsQ7M5xrsruj9 bbox=[882, 524, 1103, 539]
article-paragraph: 79 ವಾರಗಳಿಂದ ಪಟ್ಟಣದ ತಿ.ನಂ.ಶ್ರೀ ಭವನದಲ್ಲಿ ಮಾಡುಲಾಗುತ್ತಿದೆ. ಇದರಿಂದ ತಾಲೂಕಿನಲ್ಲಿ ಯಾವುದೇ ಮಾಹಿತಿ ಕೇಂದ್ರದಲ್ಲಿ ಅರ್ಜಿ ಬರುತ್ತಿಲ್ಲ. ಇದರಿಂದ ಜನಸ್ನೇಹಿ ಆಡಳಿತ ನೀಡಲು ಸಾಧ್ಯವಾಗಿದೆ. ಇದಲ್ಲದೆ ಜನರಿಗಾಗಿ ಮಾಡುತ್ತಿದ್ದೇನೆ ಎಂದ ಅವರು ನಮ್ಮ ಕ್ಷೇತ್ರದಲ್ಲಿ ಒಟ್ಟು 34 ಗ್ರಾಮ ಪಂಚಾಯಿತಿಗಳಿದ್ದು ಅವುಗಳಲ್ಲಿ ಪ್ರತಿ ಶುಕ್ರವಾರ ಒಂದೊಂದು ಗ್ರಾಮ ಪಂಚಾಯಿತಿಯಲ್ಲಿ ಈ ಕಾರ್ಯಕ್ರಮ ಮಾಡಲಾಗುತ್ತದೆ ಎಂದರು. bbox=[251, 359, 447, 598]
article-paragraph: ನಾವಾಗಲೆ ಇಲಾಖೆಯ ಅಧಿಕಾರಿಗಳಿಗೆ ಸೇವೆ ಎಂಬ ಭಾವನೆಯಿಂದ ನಮ್ಮ ಕರ್ತವ್ಯ ಮಾಡುತ್ತಿದ್ದೇವೆ. ಈ ನಿಟ್ಟಿನಲ್ಲಿ ನಮ್ಮ ಕ್ಷೇತ್ರದ ಜನರಿಗಾಗಿ ವಾರಕೊಮ್ಮೆ ಜನಸ್ಪಂದನ ಕಾರ್ಯಕ್ರಮವನ್ನು ಕಳೆದ bbox=[36, 518, 237, 632]
article-paragraph: ಮಾಡಲು ಕ್ರಮ ಕೈಗೊಳ್ಳಲಾಗುವುದು. ಆದ್ದರಿಂದ ಜನರು ಇಂತಹ ಕಾರ್ಯಕ್ರಮ ಸದ್ಬಳಕೆ ಮಾಡಿಕೊಳ್ಳಿ ಎಂದರು. bbox=[458, 359, 653, 424]
article-paragraph: ತುಮಕೂರು: ಮಹಿಳಾ ಮತ್ತು ಮಕ್ಕಳ ಅಭಿವೃದ್ಧಿ ಇಲಾಖೆಯಿಂದ ಯಾವುದೇ ಕ್ಷೇತ್ರದಲ್ಲಿ ನಾವಿನ್ಯತೆ (Innovation), ಶೈಕ್ಷಣಿಕ (Scholastic) ಸಾಧನೆಗಳು, ಕ್ರೀಡೆ, ಕಲೆ, ಸಾಂಸ್ಕೃತಿಕ ಮತ್ತು ಸಂಗೀತ ಕ್ಷೇತ್ರಗಳಲ್ಲಿ ಅಸಾಧಾರಣ ಸಾಧನೆ ಮಾಡಿರುವ 5 ರಿಂದ 18 ವರ್ಷದೊಳಗಿನ ಮಕ್ಕಳನ್ನು ಗುರುತಿಸಿ ಪ್ರತಿ ಕ್ಷೇತ್ರದಲ್ಲಿ ಇಬ್ಬರಿಗೆ ಜಿಲ್ಲಾ ಮಟ್ಟದ ಪ್ರಶಸ್ತಿಯನ್ನು ನೀಡಲು ಅರ್ಜಿ ಆಹ್ವಾನಿಸಲಾಗಿದೆ. ಪ್ರಶಸ್ತಿಯು 10,000 ರೂ.ಗಳ ನಗದು ಬಹುಮಾನ ಹಾಗೂ ಪ್ರಶಸ್ತಿ ಪತ್ರವನ್ನು ಒಳಗೊಂಡಿರುತ್ತದೆ. ಈ ಪ್ರಶಸ್ತಿ ಆಯ್ಕೆಯಾಗುವ ಮಕ್ಕಳು ಅರ್ಜಿಯ ಪ್ರತಿಯೊಂದಿಗೆ ಸಾಧನೆಯನ್ನು ಗುರುತಿಸುವ ದಾಖಲೆಗಳು, ಜನನ ಪ್ರಮಾಣ ಪತ್ರ, ಭಾವಚಿತ್ರ ಲಗತ್ತಿಸಬೇಕು. ಮಕ್ಕಳ ವಯಸ್ಸಿನ ಪ್ರಮಾಣ ಪತ್ರವನ್ನು ಪತ್ರಾಂಕಿತ ಅಧಿಕಾರಿಗಳಿಂದ ದೃಢೀಕರಿಸಿ ಸಲ್ಲಿಸಬೇಕು. ಪ್ರತಿಭೆ ಹೊಂದಿರುವ ಬಗ್ಗೆ ಪ್ರಮುಖ ದಿನಪತ್ರಿಕೆಯಲ್ಲಿ ಪ್ರಕಟಗೊಂಡಿರುವ ಪತ್ರಿಕಾ ತುಣುಕು / ಪ್ರಮಾಣ ಪತ್ರಗಳನ್ನು ಲಗತ್ತಿಸಬೇಕು. ಅಂತರರಾಷ್ಟ್ರೀಯ/ರಾಷ್ಟ್ರೀಯ/ರಾಜ್ಯ ಮಟ್ಟದಲ್ಲಿ ಭಾಗವಹಿಸಿರುವ ಪ್ರಶಸ್ತಿ ಪಡೆದಿರುವ ಮಾಹಿತಿ ಲಗತ್ತಿಸಬೇಕು. ಹಿಂದಿನ ವರ್ಷಗಳಲ್ಲಿ ಈ ಪ್ರಶಸ್ತಿ ಪಡೆದ ಮಕ್ಕಳು ಅರ್ಜಿ ಸಲ್ಲಿಸಲು ಅರ್ಹರಲ್ಲ. ಅರ್ಜಿಗಳನ್ನು ಸೆಪ್ಟೆಂಬರ್ 30ರೊಳಗಾಗಿ ಉಪನಿರ್ದೇಶಕರು, ಮಹಿಳಾ ಮತ್ತು ಮಕ್ಕಳ ಅಭಿವೃದ್ಧಿ ಇಲಾಖೆ, ತುಮಕೂರು ಇವರಿಗೆ ಸಲ್ಲಿಸಬೇಕು ಎಂದು ಮಹಿಳಾ ಮತ್ತು ಮಕ್ಕಳ ಅಭಿವೃದ್ಧಿ ಇಲಾಖೆಯ ಉಪನಿರ್ದೇಶಕ ಡಾ: ಎಸ್. ಸಿದ್ಧರಾಮಣ್ಣ ಪ್ರಕಟಣೆಯಲ್ಲಿ ತಿಳಿಸಿದ್ದಾರೆ. bbox=[882, 1298, 1390, 1611]
headline-award-black: : ಅರ್ಜಿ ಆಹ್ವಾನ bbox=[1207, 1251, 1332, 1283]
kunchitiga-col3 bbox=[458, 918, 653, 1260]
newspaper-name-en: Praja Mana Kannada daily bbox=[1017, 69, 1176, 89]
infosys-body bbox=[882, 172, 1390, 697]
kunchitiga-col4 bbox=[667, 804, 866, 1223]
article-paragraph: ಹಾಗೂ ಪರಿಸರ ಸಂರಕ್ಷಣೆಯ ತುರ್ತು ಸಮಸ್ಯೆಗಳಿಗೆ ಪರಿಹಾರ ಒದಗಿಸುತ್ತದೆ. ಈ ವಿಜೇತ ತಂಡದಲ್ಲಿ ಸಯ್ಯದ್ ಮೊಹಮ್ಮದ್ ಮಖ್ಸೂದ್, ತನ್ವೀರ್ ಎಸ್.ಪಿ., ತೇಜಸ್ ಸಿ.ಎಸ್, ಮತ್ತು ಸಂಜನಾ ಜೆ. ಇದ್ದಾರೆ. ಇವರಿಗೆ ಡಾ. ಹೆಚ್.ಎಂ. ಶ್ರೀಧರ್, ಪ್ರಾಧ್ಯಾಪಕರು, ಎಲೆಕ್ಟ್ರಿಕಲ್ ಮತ್ತು ಇನ್ಸ್ಟ್ರುಮೆಂಟೇಶನ್ ಇಂಜಿನಿಯರಿಂಗ್ ವಿಭಾಗ ಮಾರ್ಗದರ್ಶನ ಒದಗಿಸಿದ್ದಾರೆ. ಈ ಆಕೋರಿಯಾಕ್ಟರ್ ವ್ಯವಸ್ಥೆಯು ಕಡಿಮೆ ವೆಚ್ಚದ, ಸುಲಭವಾಗಿ ಅಳವಡಿಸಬಹುದಾದ, ಹಾಗೂ ನಗರ ಮತ್ತು ಕೈಗಾರಿಕಾ ಪ್ರದೇಶಗಳಲ್ಲಿ, ಕಾರ್ಖಾನೆಗಳಲ್ಲಿ, ನಗರ ರಸ್ತೆಗಳ ಸ್ಮಾರ್ಟ್ bbox=[950, 1906, 1125, 2244]
bus-stand-body bbox=[882, 938, 1652, 1230]
temples-col2 bbox=[286, 1567, 517, 2190]
article-paragraph: ಹುಳಿಯಾರು: ಅಧಿಕಾರಿಗಳನ್ನು ಹಾಗೂ ಶಾಸಕರನ್ನು ಹುಡುಕಿಕೊಂಡು ಅಲೆದಾಡುವುದನ್ನು ತಪ್ಪಿಸಿ ಜನರ ಸಮಸ್ಯೆಗಳ ಆಹವಾಲು ಸ್ವೀಕರಿಸಿ ಸಾಧ್ಯವಾದರೆ ಸ್ಥಳದಲ್ಲೇ ಬಗೆಹರಿಸುವ ಸಲುವಾಗಿ ಮನೆ ಮಗ ಮನೆ ಬಾಗಿಲಿಗೆ ಕಾರ್ಯಕ್ರಮ ಮಾಡುತ್ತಿದ್ದೇನೆ ಎಂದು ಶಾಸಕ ಸಿ.ಬಿ.ಸುರೇಶ್‌ಬಾಬು ತಿಳಿಸಿದರು. bbox=[36, 170, 237, 335]
